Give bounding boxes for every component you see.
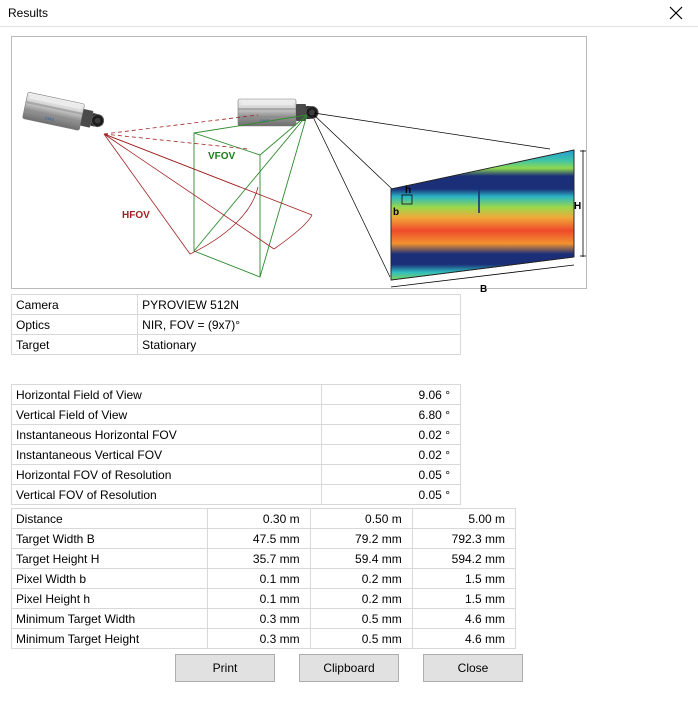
fov-value: 6.80 ° — [321, 405, 460, 425]
table-row — [12, 385, 461, 405]
configuration-table — [11, 294, 461, 355]
distance-cell: 35.7 mm — [208, 549, 310, 569]
config-key: Camera — [12, 295, 138, 315]
table-row — [12, 295, 461, 315]
config-key: Target — [12, 335, 138, 355]
camera-right-icon — [238, 99, 318, 126]
config-value: NIR, FOV = (9x7)° — [138, 315, 461, 335]
distance-cell: 0.2 mm — [310, 589, 412, 609]
table-row — [12, 315, 461, 335]
hfov-dashed — [104, 115, 258, 149]
distance-cell: 47.5 mm — [208, 529, 310, 549]
table-row — [12, 425, 461, 445]
table-row — [12, 445, 461, 465]
svg-text:DIAS: DIAS — [260, 118, 270, 123]
table-row — [12, 465, 461, 485]
pixel-height-label: h — [405, 185, 412, 196]
fov-value: 0.05 ° — [321, 485, 460, 505]
table-row — [12, 485, 461, 505]
distance-header-col1: 0.30 m — [208, 509, 310, 529]
distance-key: Minimum Target Width — [12, 609, 208, 629]
table-row — [12, 405, 461, 425]
table-row — [12, 589, 516, 609]
distance-table — [11, 508, 516, 649]
camera-left-icon — [22, 92, 106, 135]
distance-cell: 0.2 mm — [310, 569, 412, 589]
distance-cell: 0.5 mm — [310, 629, 412, 649]
distance-cell: 0.5 mm — [310, 609, 412, 629]
table-row — [12, 529, 516, 549]
fov-value: 0.02 ° — [321, 425, 460, 445]
window-title: Results — [8, 6, 49, 20]
distance-cell: 1.5 mm — [412, 589, 515, 609]
vfov-label: VFOV — [208, 151, 236, 162]
distance-cell: 59.4 mm — [310, 549, 412, 569]
close-icon[interactable] — [654, 0, 698, 26]
config-key: Optics — [12, 315, 138, 335]
distance-cell: 792.3 mm — [412, 529, 515, 549]
fov-value: 0.02 ° — [321, 445, 460, 465]
distance-cell: 0.1 mm — [208, 569, 310, 589]
distance-header-col3: 5.00 m — [412, 509, 515, 529]
fov-key: Vertical FOV of Resolution — [12, 485, 322, 505]
thermal-target-image — [391, 150, 586, 287]
fov-key: Instantaneous Horizontal FOV — [12, 425, 322, 445]
close-button[interactable]: Close — [423, 654, 523, 682]
table-row — [12, 629, 516, 649]
distance-cell: 0.3 mm — [208, 609, 310, 629]
field-of-view-table — [11, 384, 461, 505]
distance-cell: 0.1 mm — [208, 589, 310, 609]
distance-header-col2: 0.50 m — [310, 509, 412, 529]
hfov-label: HFOV — [122, 210, 150, 221]
clipboard-button[interactable]: Clipboard — [299, 654, 399, 682]
distance-header-label: Distance — [12, 509, 208, 529]
fov-key: Vertical Field of View — [12, 405, 322, 425]
window-titlebar — [0, 0, 698, 27]
pixel-width-label: b — [393, 207, 400, 218]
dialog-button-row — [0, 654, 698, 682]
fov-diagram-panel — [11, 36, 587, 295]
distance-key: Target Width B — [12, 529, 208, 549]
print-button[interactable]: Print — [175, 654, 275, 682]
table-row — [12, 335, 461, 355]
config-value: PYROVIEW 512N — [138, 295, 461, 315]
target-width-label: B — [480, 284, 488, 295]
target-height-label: H — [574, 201, 582, 212]
fov-key: Horizontal Field of View — [12, 385, 322, 405]
svg-text:DIAS: DIAS — [44, 115, 55, 122]
distance-cell: 594.2 mm — [412, 549, 515, 569]
distance-key: Pixel Width b — [12, 569, 208, 589]
distance-cell: 4.6 mm — [412, 629, 515, 649]
distance-key: Target Height H — [12, 549, 208, 569]
vfov-cone — [194, 115, 307, 277]
distance-cell: 79.2 mm — [310, 529, 412, 549]
table-row — [12, 609, 516, 629]
fov-key: Instantaneous Vertical FOV — [12, 445, 322, 465]
distance-cell: 0.3 mm — [208, 629, 310, 649]
fov-value: 9.06 ° — [321, 385, 460, 405]
fov-key: Horizontal FOV of Resolution — [12, 465, 322, 485]
distance-key: Pixel Height h — [12, 589, 208, 609]
table-row — [12, 569, 516, 589]
distance-key: Minimum Target Height — [12, 629, 208, 649]
fov-value: 0.05 ° — [321, 465, 460, 485]
table-header-row — [12, 509, 516, 529]
table-row — [12, 549, 516, 569]
fov-diagram — [12, 37, 586, 295]
distance-cell: 4.6 mm — [412, 609, 515, 629]
distance-cell: 1.5 mm — [412, 569, 515, 589]
config-value: Stationary — [138, 335, 461, 355]
